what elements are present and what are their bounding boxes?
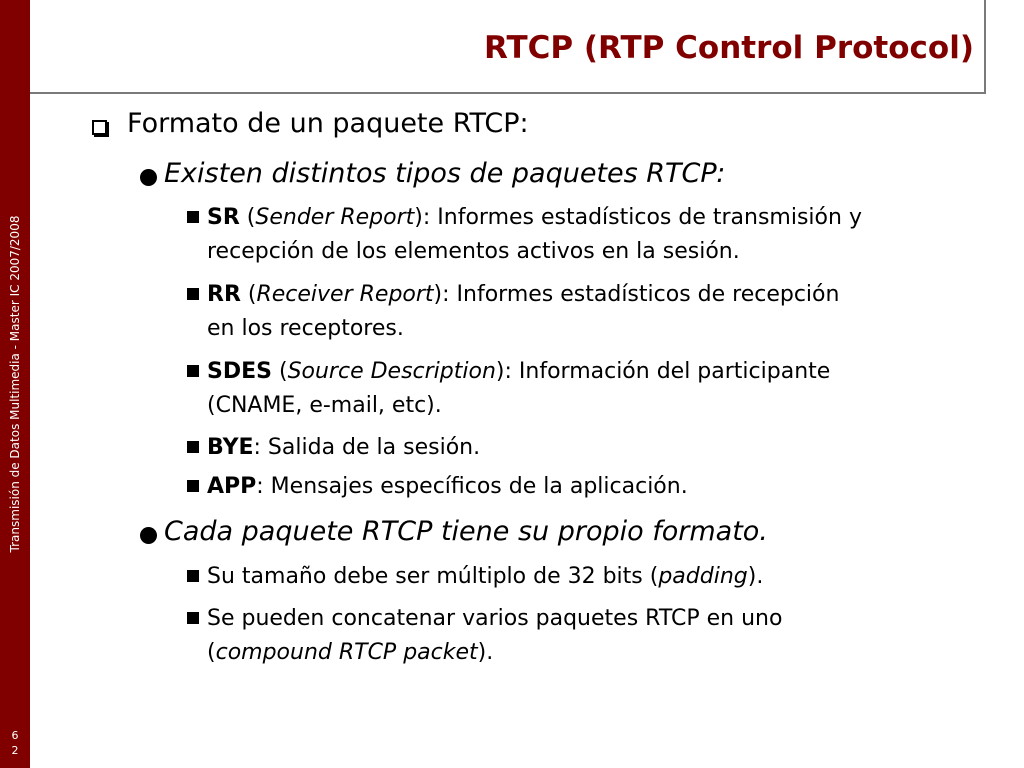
list-item-rr — [207, 279, 839, 311]
item-description: ): Informes estadísticos de transmisión y — [414, 205, 862, 230]
italic-term: compound RTCP packet — [215, 640, 478, 665]
item-continuation — [207, 637, 493, 669]
item-continuation: en los receptores. — [207, 316, 404, 341]
list-item-sr — [207, 202, 862, 234]
square-bullet-icon — [187, 365, 199, 377]
term: SR — [207, 205, 240, 230]
list-item-app — [207, 471, 688, 503]
course-label: Transmisión de Datos Multimedia - Master IC 2007/2008 — [8, 215, 22, 553]
checkbox-bullet-icon — [92, 120, 107, 135]
item-continuation: (CNAME, e-mail, etc). — [207, 393, 442, 418]
paren: ( — [240, 282, 257, 307]
square-bullet-icon — [187, 211, 199, 223]
item-description: ): Información del participante — [495, 359, 831, 384]
page-number-digit: 2 — [11, 744, 19, 757]
item-text: Su tamaño debe ser múltiplo de 32 bits ( — [207, 564, 659, 589]
square-bullet-icon — [187, 441, 199, 453]
term-expansion: Sender Report — [255, 205, 415, 230]
term-expansion: Source Description — [287, 359, 496, 384]
square-bullet-icon — [187, 480, 199, 492]
title-frame — [30, 0, 986, 94]
heading-text: Formato de un paquete RTCP: — [127, 108, 529, 139]
term: RR — [207, 282, 241, 307]
square-bullet-icon — [187, 612, 199, 624]
round-bullet-icon — [140, 527, 157, 544]
paren: ( — [271, 359, 288, 384]
list-item-compound: Se pueden concatenar varios paquetes RTCP en uno — [207, 606, 783, 631]
sidebar — [0, 0, 30, 768]
term-expansion: Receiver Report — [256, 282, 434, 307]
item-text: ). — [747, 564, 764, 589]
item-description: : Salida de la sesión. — [253, 435, 481, 460]
term: APP — [207, 474, 257, 499]
term: BYE — [207, 435, 254, 460]
item-continuation: recepción de los elementos activos en la sesión. — [207, 239, 740, 264]
term: SDES — [207, 359, 272, 384]
page-number — [8, 728, 22, 758]
square-bullet-icon — [187, 288, 199, 300]
slide-title: RTCP (RTP Control Protocol) — [483, 30, 974, 66]
list-item-sdes — [207, 356, 830, 388]
paren: ( — [207, 640, 216, 665]
item-text: ). — [477, 640, 494, 665]
paren: ( — [239, 205, 256, 230]
list-item-bye — [207, 432, 480, 464]
list-item-padding — [207, 561, 763, 593]
square-bullet-icon — [187, 570, 199, 582]
section2-text: Cada paquete RTCP tiene su propio formato. — [164, 516, 768, 547]
page-number-digit: 6 — [11, 729, 19, 742]
item-description: : Mensajes específicos de la aplicación. — [256, 474, 688, 499]
italic-term: padding — [658, 564, 748, 589]
item-description: ): Informes estadísticos de recepción — [433, 282, 840, 307]
round-bullet-icon — [140, 169, 157, 186]
section1-text: Existen distintos tipos de paquetes RTCP: — [164, 158, 726, 189]
